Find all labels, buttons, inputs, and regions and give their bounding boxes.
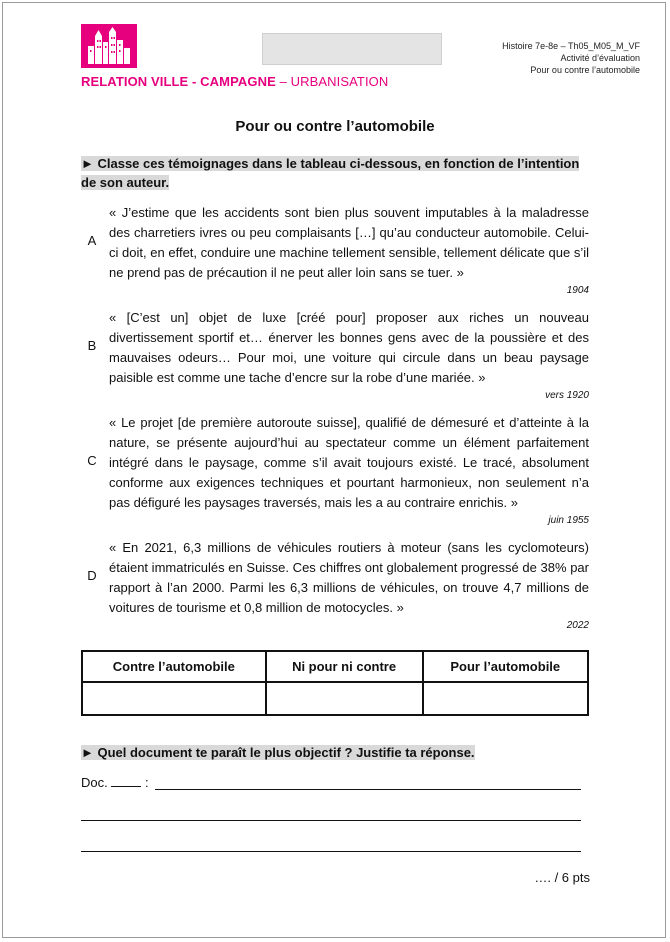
answer-cell-contre[interactable] xyxy=(82,682,266,715)
testimony-a xyxy=(81,203,589,296)
table-answer-row xyxy=(82,682,588,715)
score-label: …. / 6 pts xyxy=(534,870,590,885)
testimony-c xyxy=(81,413,589,526)
testimony-b xyxy=(81,308,589,401)
table-header-row xyxy=(82,651,588,682)
meta-line-course: Histoire 7e-8e – Th05_M05_M_VF xyxy=(502,41,640,51)
column-header-contre: Contre l’automobile xyxy=(82,651,266,682)
page-title: Pour ou contre l’automobile xyxy=(235,118,435,135)
testimony-letter: B xyxy=(87,338,97,353)
testimony-letter: C xyxy=(87,453,97,468)
meta-line-topic: Pour ou contre l’automobile xyxy=(530,65,640,75)
name-field[interactable] xyxy=(262,33,442,65)
testimony-quote: « J’estime que les accidents sont bien plus souvent imputables à la maladresse des charretiers ivres ou peu complaisants […] qu’au conducteur automobile. Celui-ci doit, en effet, conduire une machine tellement sensible, tellement délicate que s’il ne prend pas de précaution il ne peut aller loin sans se tuer. » xyxy=(109,205,589,280)
answer-cell-neutre[interactable] xyxy=(266,682,423,715)
doc-label: Doc. xyxy=(81,775,108,790)
instruction-classify xyxy=(81,154,589,192)
answer-cell-pour[interactable] xyxy=(423,682,588,715)
testimony-letter: D xyxy=(87,568,97,583)
justification-line-1[interactable] xyxy=(155,789,581,790)
instruction-objective-text: ► Quel document te paraît le plus objectif ? Justifie ta réponse. xyxy=(81,745,475,760)
doc-colon: : xyxy=(141,775,149,790)
document-meta xyxy=(502,40,640,76)
testimony-date: juin 1955 xyxy=(548,515,589,526)
doc-answer-line xyxy=(81,775,589,790)
justification-line-3[interactable] xyxy=(81,851,581,852)
testimony-date: vers 1920 xyxy=(545,390,589,401)
testimony-quote: « Le projet [de première autoroute suisse], qualifié de démesuré et d’atteinte à la nature, se présente aujourd’hui au spectateur comme un élément parfaitement intégré dans le paysage, comme s’il avait toujours existé. Le tracé, absolument conforme aux exigences techniques et pourtant harmonieux, non seulement n’a pas défiguré les paysages traversés, mais les a au contraire enrichis. » xyxy=(109,415,589,510)
testimony-quote: « En 2021, 6,3 millions de véhicules routiers à moteur (sans les cyclomoteurs) étaient immatriculés en Suisse. Ces chiffres ont globalement progressé de 38% par rapport à l’an 2000. Parmi les 6,3 millions de véhicules, on trouve 4,7 millions de voitures de tourisme et 0,8 million de motocycles. » xyxy=(109,540,589,615)
brand-bold: RELATION VILLE - CAMPAGNE xyxy=(81,74,276,89)
justification-line-2[interactable] xyxy=(81,820,581,821)
testimony-letter: A xyxy=(87,233,97,248)
testimony-quote: « [C’est un] objet de luxe [créé pour] proposer aux riches un nouveau divertissement sportif et… énerver les bonnes gens avec de la poussière et des mauvaises odeurs… Pour moi, une voiture qui circule dans un beau paysage paisible est comme une tache d’encre sur la robe d’une mariée. » xyxy=(109,310,589,385)
instruction-objective xyxy=(81,743,589,762)
testimony-date: 1904 xyxy=(566,285,589,296)
testimony-date: 2022 xyxy=(566,620,589,631)
meta-line-activity: Activité d’évaluation xyxy=(560,53,640,63)
brand-title xyxy=(81,74,388,89)
city-logo-icon xyxy=(81,24,137,68)
column-header-pour: Pour l’automobile xyxy=(423,651,588,682)
instruction-classify-text: ► Classe ces témoignages dans le tableau ci-dessous, en fonction de l’intention de son auteur. xyxy=(81,156,580,190)
brand-light: – URBANISATION xyxy=(275,74,389,89)
testimony-d xyxy=(81,538,589,631)
doc-number-blank[interactable] xyxy=(111,775,141,787)
column-header-neutre: Ni pour ni contre xyxy=(266,651,423,682)
classification-table xyxy=(81,650,589,716)
